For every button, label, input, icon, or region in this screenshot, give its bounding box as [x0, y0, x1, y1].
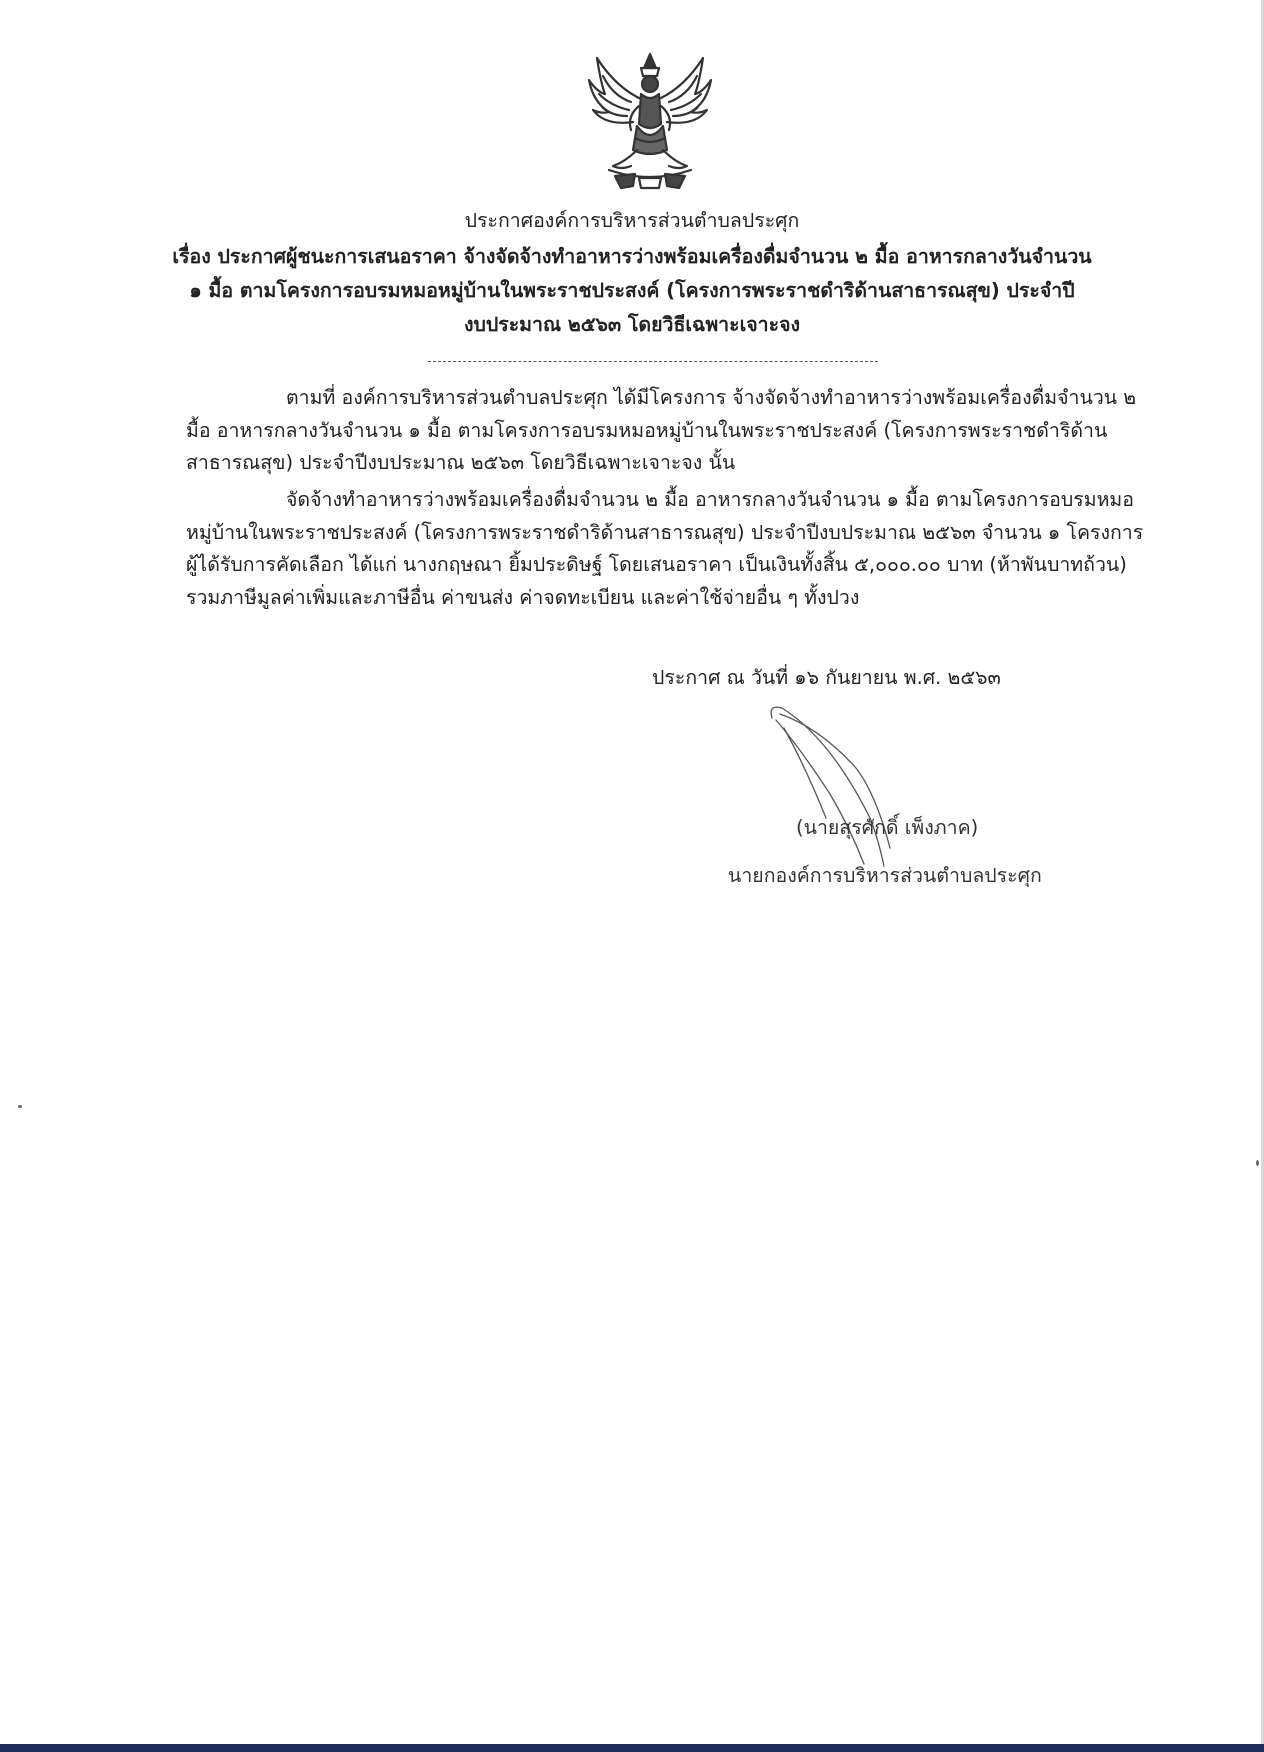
body-paragraph-1: [186, 382, 1136, 480]
scan-speck: [18, 1105, 22, 1108]
subject-line: งบประมาณ ๒๕๖๓ โดยวิธีเฉพาะเจาะจง: [463, 313, 801, 336]
body-paragraph-2: [186, 484, 1143, 614]
subject-line: ๑ มื้อ ตามโครงการอบรมหมอหมู่บ้านในพระราชประสงค์ (โครงการพระราชดำริด้านสาธารณสุข) ประจำปี: [189, 279, 1075, 302]
scan-speck: [1256, 1160, 1259, 1166]
paragraph-line: ตามที่ องค์การบริหารส่วนตำบลประศุก ได้มีโครงการ จ้างจัดจ้างทำอาหารว่างพร้อมเครื่องดื่มจำนวน ๒: [286, 386, 1137, 409]
organization-title: ประกาศองค์การบริหารส่วนตำบลประศุก: [464, 209, 800, 232]
paragraph-line: หมู่บ้านในพระราชประสงค์ (โครงการพระราชดำริด้านสาธารณสุข) ประจำปีงบประมาณ ๒๕๖๓ จำนวน ๑ โครงการ: [186, 520, 1144, 544]
signer-position: นายกองค์การบริหารส่วนตำบลประศุก: [728, 864, 1042, 887]
paragraph-line: มื้อ อาหารกลางวันจำนวน ๑ มื้อ ตามโครงการอบรมหมอหมู่บ้านในพระราชประสงค์ (โครงการพระราชดำริด้าน: [186, 418, 1108, 442]
garuda-emblem-icon: [575, 46, 725, 196]
paragraph-line: จัดจ้างทำอาหารว่างพร้อมเครื่องดื่มจำนวน ๒ มื้อ อาหารกลางวันจำนวน ๑ มื้อ ตามโครงการอบรมหมอ: [286, 488, 1134, 511]
paragraph-line: ผู้ได้รับการคัดเลือก ได้แก่ นางกฤษณา ยิ้มประดิษฐ์ โดยเสนอราคา เป็นเงินทั้งสิ้น ๕,๐๐๐.๐๐ บาท (ห้าพันบาทถ้วน): [186, 553, 1127, 576]
dashed-divider: [428, 361, 878, 362]
scan-edge-bottom: [0, 1744, 1264, 1752]
subject-line: เรื่อง ประกาศผู้ชนะการเสนอราคา จ้างจัดจ้างทำอาหารว่างพร้อมเครื่องดื่มจำนวน ๒ มื้อ อาหารกลางวันจำนวน: [172, 245, 1092, 268]
handwritten-signature: [760, 698, 950, 878]
announcement-date: ประกาศ ณ วันที่ ๑๖ กันยายน พ.ศ. ๒๕๖๓: [652, 666, 1001, 689]
signer-name: (นายสุรศักดิ์ เพ็งภาค): [796, 816, 979, 839]
paragraph-line: สาธารณสุข) ประจำปีงบประมาณ ๒๕๖๓ โดยวิธีเฉพาะเจาะจง นั้น: [186, 451, 736, 474]
announcement-subject: [150, 240, 1114, 342]
paragraph-line: รวมภาษีมูลค่าเพิ่มและภาษีอื่น ค่าขนส่ง ค่าจดทะเบียน และค่าใช้จ่ายอื่น ๆ ทั้งปวง: [186, 585, 860, 609]
